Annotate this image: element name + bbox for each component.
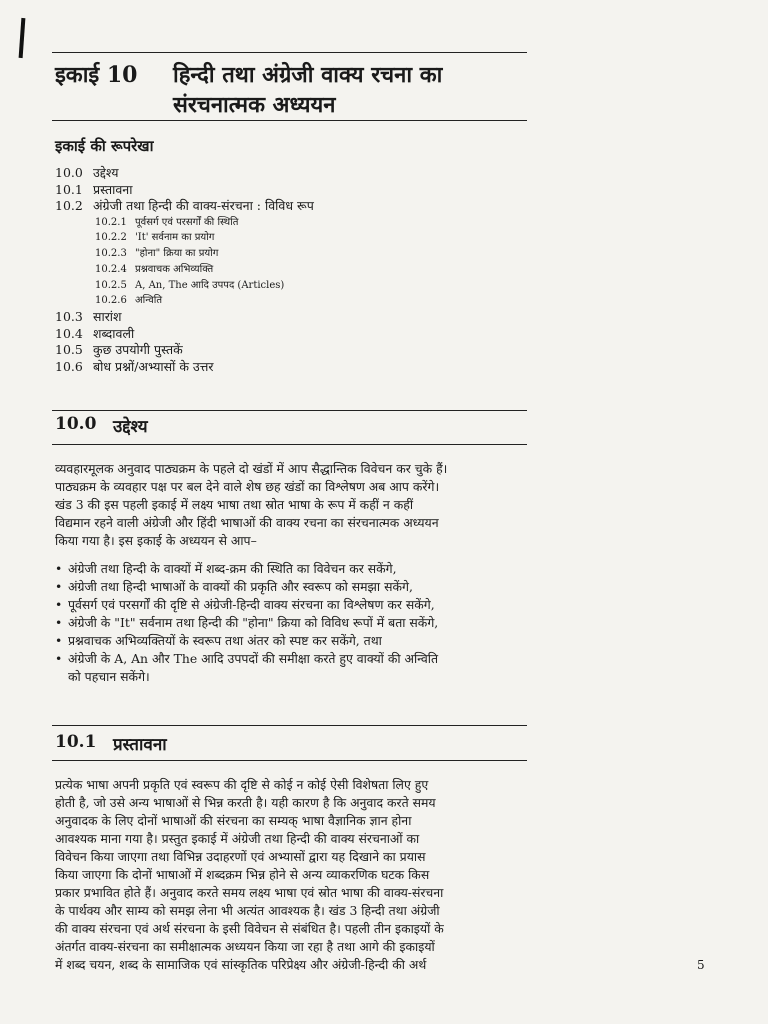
outline-subitem-num: 10.2.2 <box>95 232 127 244</box>
outline-item-label: प्रस्तावना <box>93 181 133 197</box>
list-item <box>55 650 530 668</box>
section-heading-objectives <box>55 414 148 437</box>
outline-subitem-label: पूर्वसर्ग एवं परसर्गों की स्थिति <box>135 216 239 228</box>
list-item-text: को पहचान सकेंगे। <box>68 669 150 684</box>
section-rule <box>52 410 527 411</box>
bullet-icon: • <box>55 579 63 594</box>
outline-subitem-num: 10.2.1 <box>95 216 127 228</box>
outline-item-num: 10.3 <box>55 309 83 325</box>
outline-subitem-num: 10.2.4 <box>95 263 127 275</box>
introduction-paragraph <box>55 776 530 974</box>
outline-item-num: 10.6 <box>55 358 83 374</box>
section-title: प्रस्तावना <box>113 735 167 755</box>
outline-item-label: बोध प्रश्नों/अभ्यासों के उत्तर <box>93 358 214 374</box>
section-rule <box>52 760 527 761</box>
text-line: में शब्द चयन, शब्द के सामाजिक एवं सांस्कृतिक परिप्रेक्ष्य और अंग्रेजी-हिन्दी की अर्थ <box>55 957 427 972</box>
text-line: विवेचन किया जाएगा तथा विभिन्न उदाहरणों एवं अभ्यासों द्वारा यह दिखाने का प्रयास <box>55 849 426 864</box>
text-line: अंतर्गत वाक्य-संरचना का समीक्षात्मक अध्ययन किया जा रहा है तथा आगे की इकाइयों <box>55 939 435 954</box>
section-rule <box>52 725 527 726</box>
outline-item-label: कुछ उपयोगी पुस्तकें <box>93 342 183 358</box>
outline-subitem-label: 'It' सर्वनाम का प्रयोग <box>135 232 215 244</box>
list-item-text: प्रश्नवाचक अभिव्यक्तियों के स्वरूप तथा अंतर को स्पष्ट कर सकेंगे, तथा <box>68 633 382 648</box>
outline-list <box>55 165 314 375</box>
list-item-text: पूर्वसर्ग एवं परसर्गों की दृष्टि से अंग्रेजी-हिन्दी वाक्य संरचना का विश्लेषण कर सकेंगे, <box>68 597 435 612</box>
outline-subitem-label: A, An, The आदि उपपद (Articles) <box>135 279 285 291</box>
outline-subitem-label: प्रश्नवाचक अभिव्यक्ति <box>135 263 214 275</box>
outline-item <box>55 165 314 182</box>
outline-item-label: अंग्रेजी तथा हिन्दी की वाक्य-संरचना : विविध रूप <box>93 198 314 213</box>
list-item <box>55 596 530 614</box>
outline-subitem <box>95 262 354 278</box>
text-line: खंड 3 की इस पहली इकाई में लक्ष्य भाषा तथा स्रोत भाषा के रूप में कहीं न कहीं <box>55 497 414 512</box>
unit-number: इकाई 10 <box>55 62 138 88</box>
list-item <box>55 560 530 578</box>
text-line: प्रत्येक भाषा अपनी प्रकृति एवं स्वरूप की दृष्टि से कोई न कोई ऐसी विशेषता लिए हुए <box>55 777 429 792</box>
list-item-continuation <box>55 668 530 686</box>
section-heading-introduction <box>55 732 167 755</box>
unit-title-line1: हिन्दी तथा अंग्रेजी वाक्य रचना का <box>173 62 443 88</box>
page-number: 5 <box>697 958 705 972</box>
bullet-icon: • <box>55 597 63 612</box>
list-item <box>55 632 530 650</box>
list-item-text: अंग्रेजी के "It" सर्वनाम तथा हिन्दी की "होना" क्रिया को विविध रूपों में बता सकेंगे, <box>68 615 439 630</box>
outline-item <box>55 326 314 343</box>
outline-subitem-num: 10.2.3 <box>95 248 127 260</box>
text-line: की वाक्य संरचना एवं अर्थ संरचना के इसी विवेचन से संबंधित है। पहली तीन इकाइयों के <box>55 921 444 936</box>
top-rule <box>52 52 527 53</box>
outline-subitem-label: अन्विति <box>135 295 163 307</box>
outline-subitem-num: 10.2.6 <box>95 295 127 307</box>
outline-item <box>55 309 314 326</box>
outline-subitem <box>95 278 354 294</box>
objectives-paragraph <box>55 460 530 550</box>
objectives-list <box>55 560 530 686</box>
outline-item-num: 10.4 <box>55 325 83 341</box>
bullet-icon: • <box>55 651 63 666</box>
outline-item-num: 10.5 <box>55 342 83 358</box>
bullet-icon: • <box>55 615 63 630</box>
bullet-icon: • <box>55 633 63 648</box>
text-line: किया जाएगा कि दोनों भाषाओं में शब्दक्रम भिन्न होने से अन्य व्याकरणिक घटक किस <box>55 867 430 882</box>
text-line: आवश्यक माना गया है। प्रस्तुत इकाई में अंग्रेजी तथा हिन्दी की वाक्य संरचनाओं का <box>55 831 420 846</box>
outline-title: इकाई की रूपरेखा <box>55 137 154 155</box>
list-item <box>55 578 530 596</box>
text-line: व्यवहारमूलक अनुवाद पाठ्यक्रम के पहले दो खंडों में आप सैद्धान्तिक विवेचन कर चुके हैं। <box>55 461 448 476</box>
outline-item-label: सारांश <box>93 309 122 325</box>
heading-rule <box>52 120 527 121</box>
section-rule <box>52 444 527 445</box>
outline-item-label: शब्दावली <box>93 325 135 341</box>
outline-subitem <box>95 246 354 262</box>
outline-subitem-num: 10.2.5 <box>95 279 127 291</box>
text-line: किया गया है। इस इकाई के अध्ययन से आप– <box>55 533 257 548</box>
outline-subitem <box>95 215 354 231</box>
list-item-text: अंग्रेजी तथा हिन्दी के वाक्यों में शब्द-क्रम की स्थिति का विवेचन कर सकेंगे, <box>68 561 397 576</box>
outline-item <box>55 342 314 359</box>
scan-edge-mark <box>19 18 26 58</box>
text-line: विद्यमान रहने वाली अंग्रेजी और हिंदी भाषाओं की वाक्य रचना का संरचनात्मक अध्ययन <box>55 515 439 530</box>
text-line: पाठ्यक्रम के व्यवहार पक्ष पर बल देने वाले शेष छह खंडों का विश्लेषण अब आप करेंगे। <box>55 479 440 494</box>
outline-item <box>55 182 314 199</box>
section-number: 10.1 <box>55 732 97 752</box>
outline-item-num: 10.2 <box>55 198 83 213</box>
list-item-text: अंग्रेजी के A, An और The आदि उपपदों की समीक्षा करते हुए वाक्यों की अन्विति <box>68 651 439 666</box>
outline-item-num: 10.0 <box>55 165 83 180</box>
text-line: होती है, जो उसे अन्य भाषाओं से भिन्न करती है। यही कारण है कि अनुवाद करते समय <box>55 795 436 810</box>
text-line: प्रकार प्रभावित होते हैं। अनुवाद करते समय लक्ष्य भाषा एवं स्रोत भाषा की वाक्य-संरचना <box>55 885 444 900</box>
bullet-icon: • <box>55 561 63 576</box>
unit-title-line2: संरचनात्मक अध्ययन <box>173 92 336 118</box>
outline-subitem-label: "होना" क्रिया का प्रयोग <box>135 248 219 260</box>
section-title: उद्देश्य <box>113 417 148 437</box>
outline-item-label: उद्देश्य <box>93 165 119 180</box>
outline-subitem <box>95 230 354 246</box>
outline-item-num: 10.1 <box>55 181 83 197</box>
text-line: अनुवादक के लिए दोनों भाषाओं की संरचना का सम्यक् भाषा वैज्ञानिक ज्ञान होना <box>55 813 412 828</box>
text-line: के पार्थक्य और साम्य को समझ लेना भी अत्यंत आवश्यक है। खंड 3 हिन्दी तथा अंग्रेजी <box>55 903 440 918</box>
outline-subitem <box>95 293 354 309</box>
section-number: 10.0 <box>55 414 97 434</box>
list-item-text: अंग्रेजी तथा हिन्दी भाषाओं के वाक्यों की प्रकृति और स्वरूप को समझा सकेंगे, <box>68 579 413 594</box>
outline-item <box>55 198 314 215</box>
outline-item <box>55 359 314 376</box>
list-item <box>55 614 530 632</box>
